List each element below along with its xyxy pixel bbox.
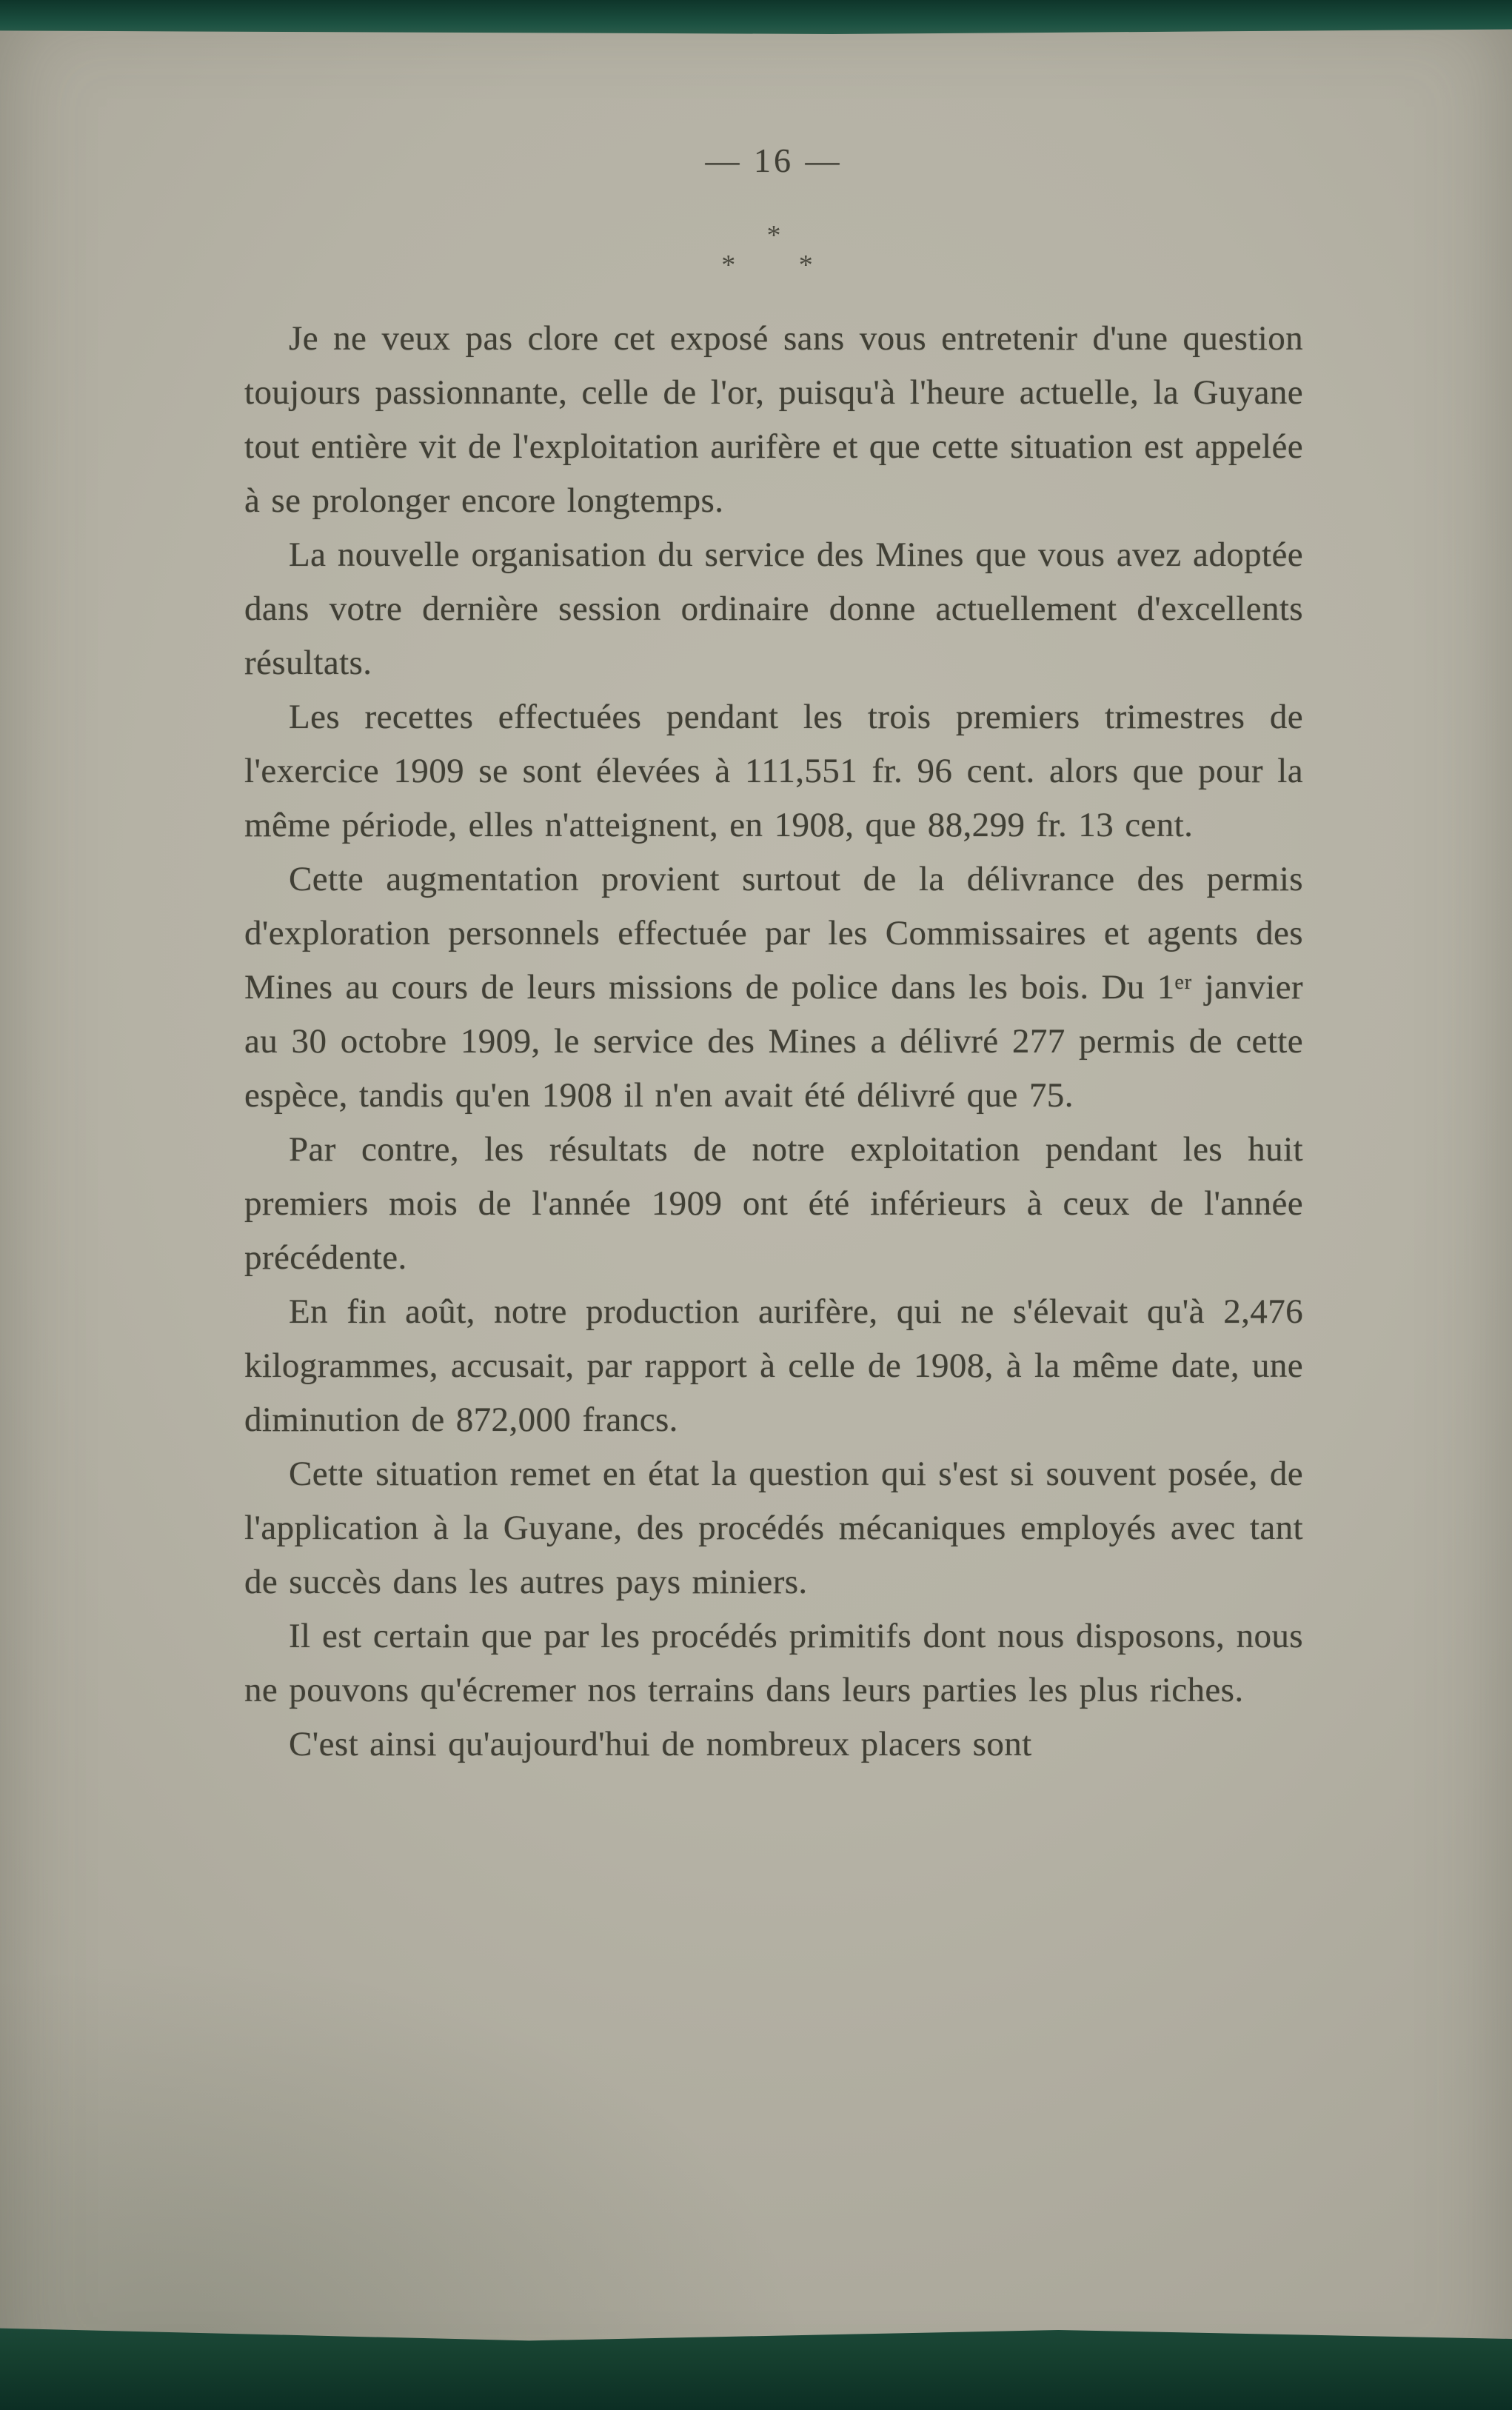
paragraph: Je ne veux pas clore cet exposé sans vous entretenir d'une question toujours passionnante, celle de l'or, puisqu'à l'heure actuelle, la Guyane tout entière vit de l'exploitation aurifère et que cette situation est appelée à se prolonger encore longtemps. — [244, 319, 1303, 520]
section-break-asterism — [244, 220, 1303, 281]
paragraph: C'est ainsi qu'aujourd'hui de nombreux placers sont — [289, 1725, 1032, 1763]
paragraph: La nouvelle organisation du service des Mines que vous avez adoptée dans votre dernière session ordinaire donne actuellement d'excellents résultats. — [244, 535, 1303, 682]
paragraph: En fin août, notre production aurifère, qui ne s'élevait qu'à 2,476 kilogrammes, accusait, par rapport à celle de 1908, à la même date, une diminution de 872,000 francs. — [244, 1292, 1303, 1439]
body-text — [244, 312, 1303, 1772]
paragraph: Par contre, les résultats de notre exploitation pendant les huit premiers mois de l'année 1909 ont été inférieurs à ceux de l'année précédente. — [244, 1130, 1303, 1277]
paragraph: Cette augmentation provient surtout de la délivrance des permis d'exploration personnels effectuée par les Commissaires et agents des Mines au cours de leurs missions de police dans les bois. Du 1ᵉʳ janvier au 30 octobre 1909, le service des Mines a délivré 277 permis de cette espèce, tandis qu'en 1908 il n'en avait été délivré que 75. — [244, 860, 1303, 1115]
asterism-stars-bottom: * * — [721, 250, 841, 281]
paragraph: Les recettes effectuées pendant les trois premiers trimestres de l'exercice 1909 se sont élevées à 111,551 fr. 96 cent. alors que pour la même période, elles n'atteignent, en 1908, que 88,299 fr. 13 cent. — [244, 698, 1303, 844]
scan-edge-top — [0, 0, 1512, 34]
page-content — [244, 141, 1303, 1772]
paragraph: Il est certain que par les procédés primitifs dont nous disposons, nous ne pouvons qu'écremer nos terrains dans leurs parties les plus riches. — [244, 1617, 1303, 1709]
page-number: — 16 — — [705, 141, 843, 179]
asterism-star-top: * — [766, 220, 781, 251]
paragraph: Cette situation remet en état la question qui s'est si souvent posée, de l'application à la Guyane, des procédés mécaniques employés avec tant de succès dans les autres pays miniers. — [244, 1455, 1303, 1601]
scan-edge-bottom — [0, 2321, 1512, 2410]
